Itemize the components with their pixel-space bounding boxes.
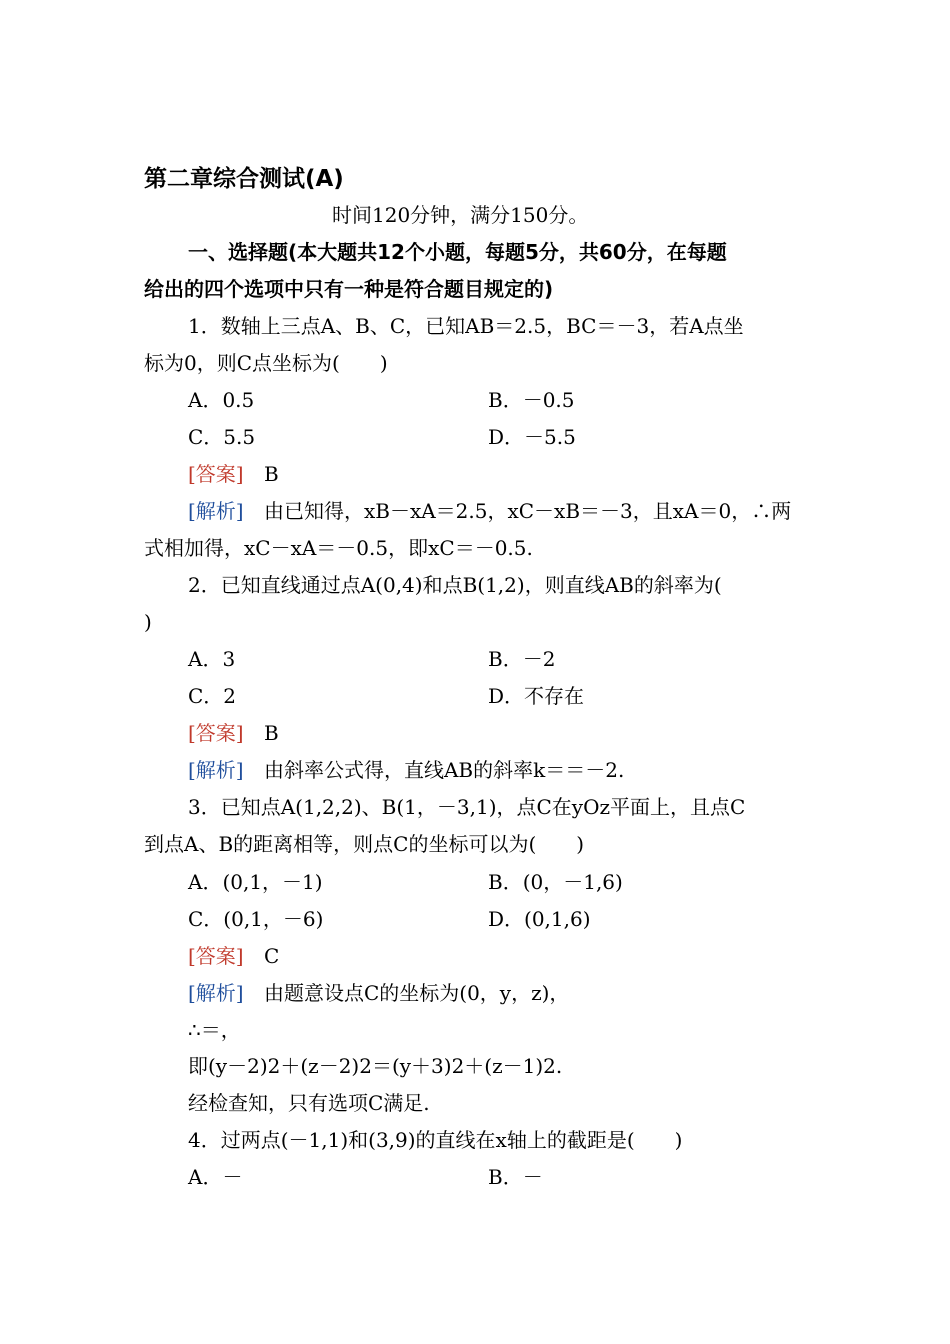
q2-answer-tag: [答案] (188, 721, 244, 745)
section1-line2: 给出的四个选项中只有一种是符合题目规定的) (144, 277, 554, 301)
q3-option-a: A．(0,1，－1) (188, 870, 323, 894)
q3-analysis-line2: ∴＝， (188, 1018, 241, 1042)
q4-option-a: A．－ (188, 1165, 243, 1189)
q1-option-c: C．5.5 (188, 425, 256, 449)
q2-option-c: C．2 (188, 684, 237, 708)
q1-option-b: B．－0.5 (488, 388, 575, 412)
q1-stem-line2: 标为0，则C点坐标为( ) (144, 351, 388, 375)
q4-stem-line1: 4．过两点(－1,1)和(3,9)的直线在x轴上的截距是( ) (188, 1128, 683, 1152)
q1-answer: B (263, 462, 279, 486)
q2-option-b: B．－2 (488, 647, 556, 671)
q3-option-d: D．(0,1,6) (488, 907, 591, 931)
q3-analysis-line3: 即(y－2)2＋(z－2)2＝(y＋3)2＋(z－1)2. (188, 1054, 563, 1078)
q2-stem-line2: ) (144, 610, 152, 634)
q1-option-d: D．－5.5 (488, 425, 576, 449)
q1-analysis-line2: 式相加得，xC－xA＝－0.5，即xC＝－0.5. (144, 536, 533, 560)
q1-analysis-row (188, 497, 791, 525)
subtitle: 时间120分钟，满分150分。 (332, 203, 589, 227)
q4-option-b: B．－ (488, 1165, 543, 1189)
q3-answer: C (263, 944, 280, 968)
q1-analysis-line1: 由已知得，xB－xA＝2.5，xC－xB＝－3，且xA＝0，∴两 (263, 499, 792, 523)
q3-stem-line1: 3．已知点A(1,2,2)、B(1，－3,1)，点C在yOz平面上，且点C (188, 795, 746, 819)
q1-option-a: A．0.5 (188, 388, 255, 412)
q3-analysis-tag: [解析] (188, 981, 244, 1005)
q3-option-c: C．(0,1，－6) (188, 907, 324, 931)
q3-analysis-row (188, 979, 569, 1007)
q3-stem-line2: 到点A、B的距离相等，则点C的坐标可以为( ) (144, 832, 585, 856)
q3-option-b: B．(0，－1,6) (488, 870, 623, 894)
q2-stem-line1: 2．已知直线通过点A(0,4)和点B(1,2)，则直线AB的斜率为( (188, 573, 722, 597)
q2-option-a: A．3 (188, 647, 236, 671)
q3-analysis-line4: 经检查知，只有选项C满足. (188, 1091, 430, 1115)
q2-answer-row (188, 719, 279, 747)
q3-answer-tag: [答案] (188, 944, 244, 968)
q2-analysis-line1: 由斜率公式得，直线AB的斜率k＝＝－2. (263, 758, 625, 782)
q1-analysis-tag: [解析] (188, 499, 244, 523)
q2-option-d: D．不存在 (488, 684, 585, 708)
q2-analysis-row (188, 756, 624, 784)
q2-answer: B (263, 721, 279, 745)
page-title: 第二章综合测试(A) (144, 166, 344, 192)
q3-answer-row (188, 942, 279, 970)
q1-answer-tag: [答案] (188, 462, 244, 486)
section1-line1: 一、选择题(本大题共12个小题，每题5分，共60分，在每题 (188, 240, 727, 264)
q2-analysis-tag: [解析] (188, 758, 244, 782)
q1-stem-line1: 1．数轴上三点A、B、C，已知AB＝2.5，BC＝－3，若A点坐 (188, 314, 744, 338)
q1-answer-row (188, 460, 279, 488)
q3-analysis-line1: 由题意设点C的坐标为(0，y，z)， (263, 981, 570, 1005)
